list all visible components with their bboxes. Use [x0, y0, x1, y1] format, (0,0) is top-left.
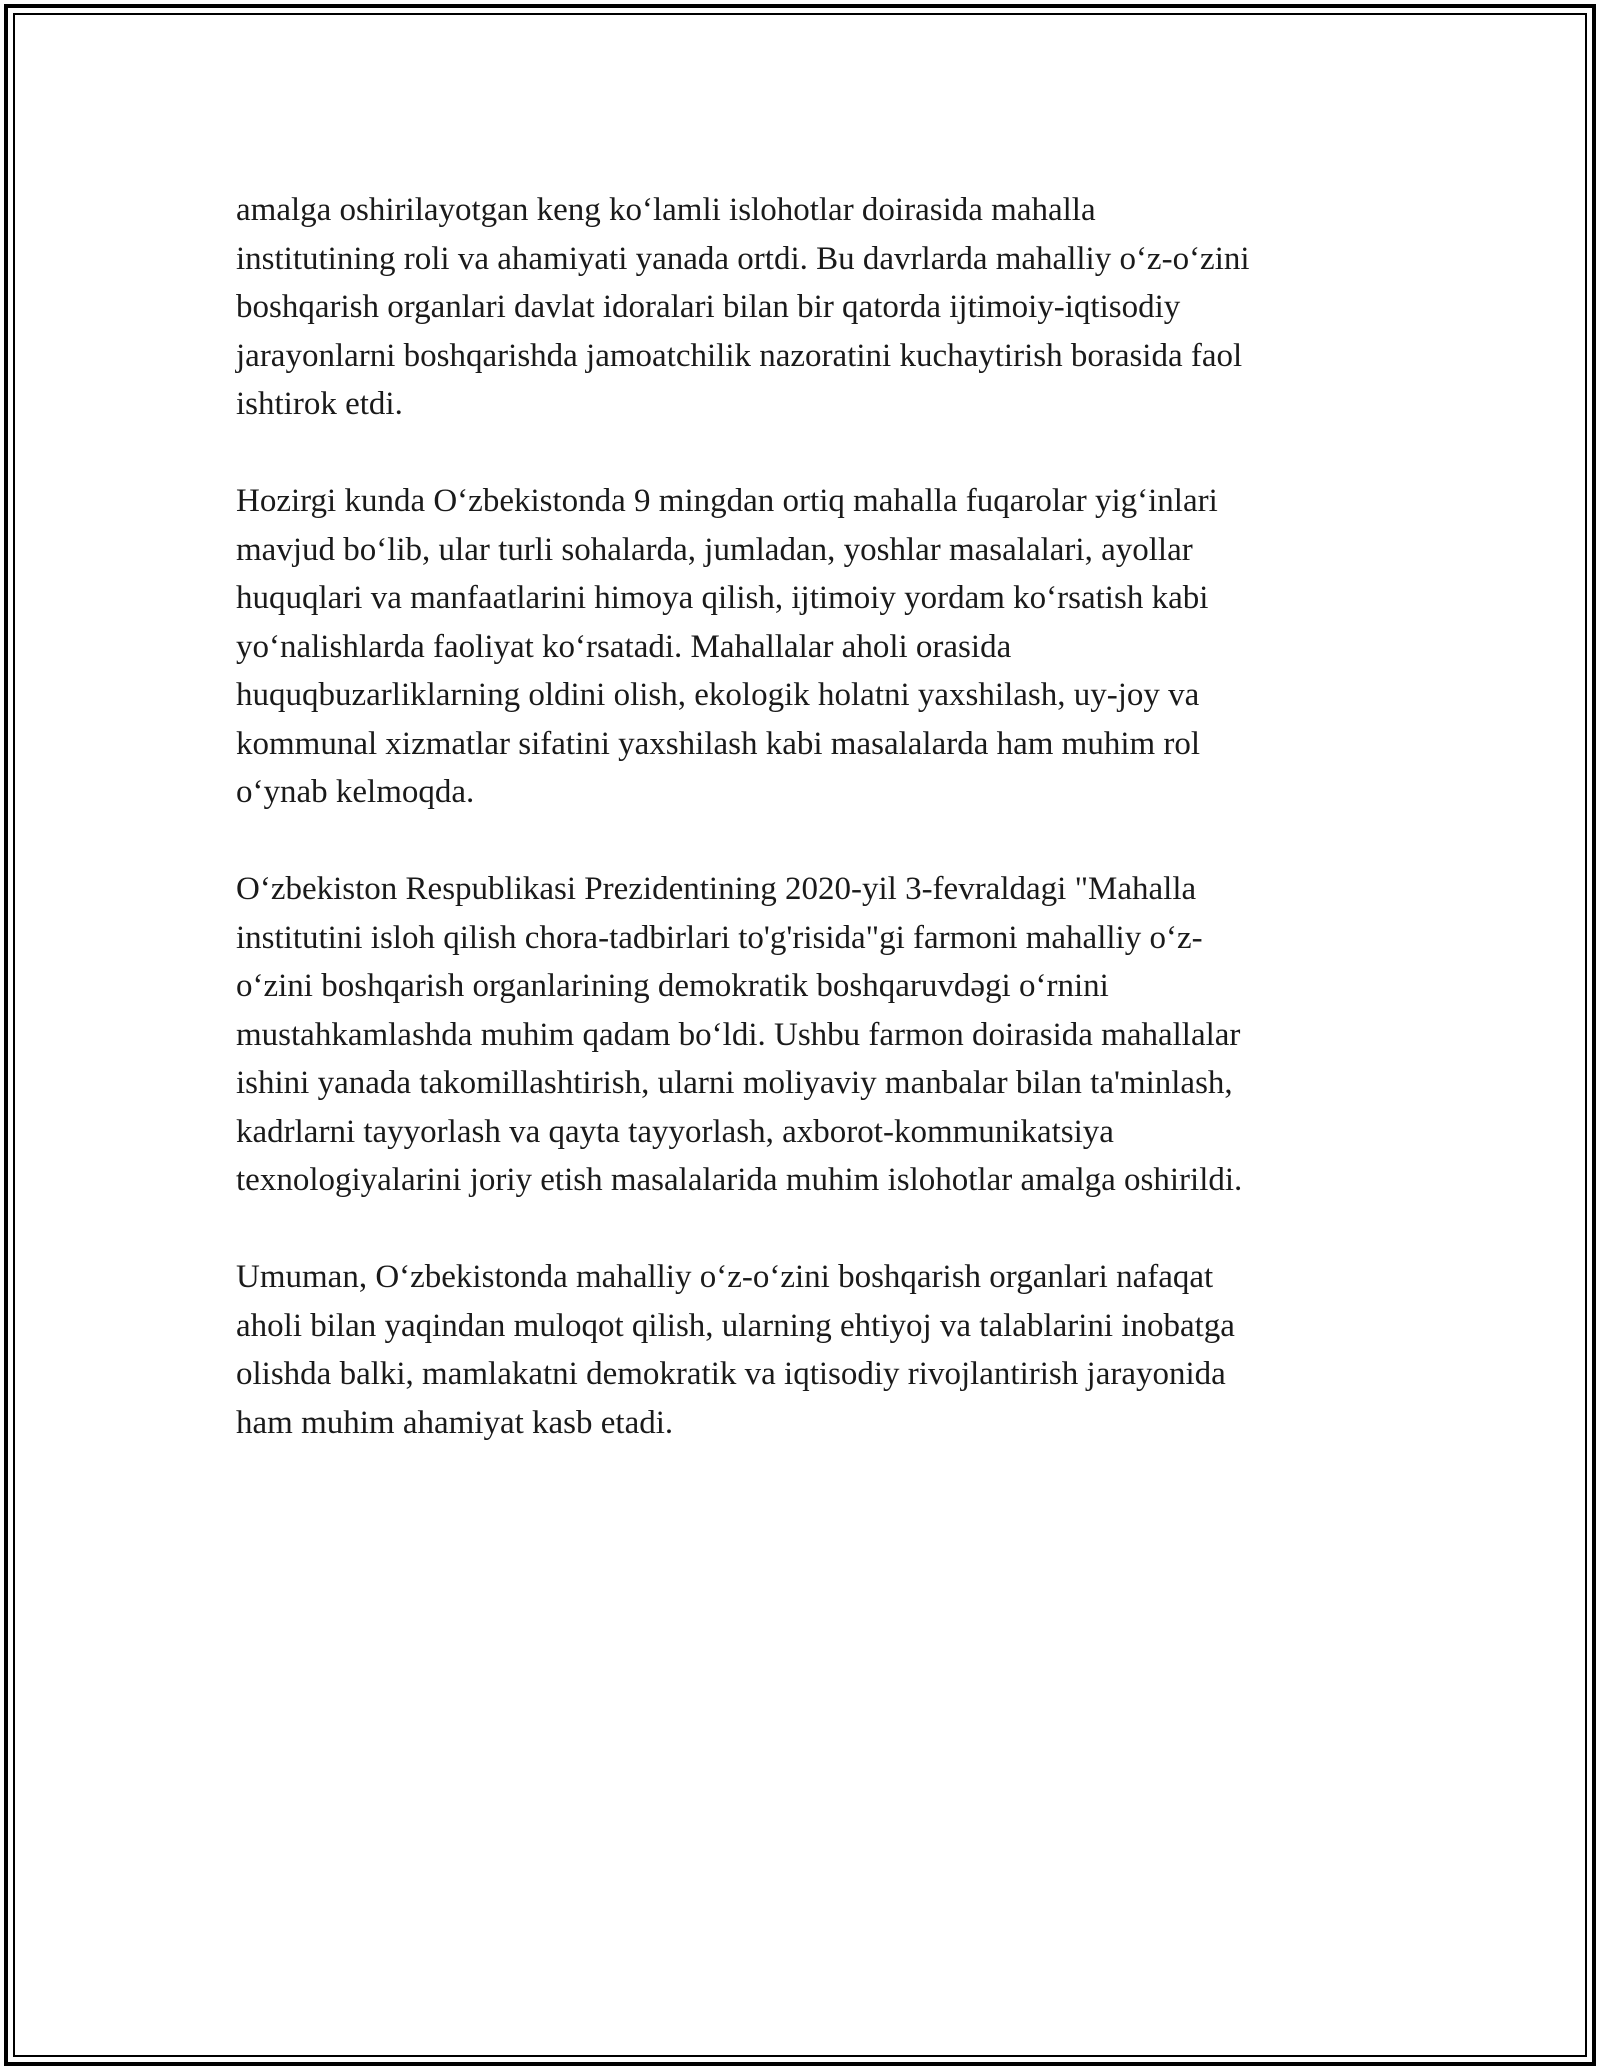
text-line: O‘zbekiston Respublikasi Prezidentining 2020-yil 3-fevraldagi "Mahalla — [236, 871, 1197, 907]
paragraph-4 — [236, 1253, 1386, 1447]
text-line: huquqbuzarliklarning oldini olish, ekologik holatni yaxshilash, uy-joy va — [236, 677, 1200, 713]
document-body — [236, 186, 1386, 1496]
text-line: o‘ynab kelmoqda. — [236, 774, 475, 810]
text-line: huquqlari va manfaatlarini himoya qilish, ijtimoiy yordam ko‘rsatish kabi — [236, 580, 1209, 616]
text-line: ishtirok etdi. — [236, 386, 403, 422]
text-line: o‘zini boshqarish organlarining demokratik boshqaruvdəgi o‘rnini — [236, 968, 1109, 1004]
paragraph-2 — [236, 477, 1386, 817]
text-line: olishda balki, mamlakatni demokratik va iqtisodiy rivojlantirish jarayonida — [236, 1356, 1226, 1392]
paragraph-3 — [236, 865, 1386, 1205]
text-line: texnologiyalarini joriy etish masalalarida muhim islohotlar amalga oshirildi. — [236, 1162, 1243, 1198]
text-line: ham muhim ahamiyat kasb etadi. — [236, 1404, 674, 1441]
text-line: boshqarish organlari davlat idoralari bilan bir qatorda ijtimoiy-iqtisodiy — [236, 289, 1181, 325]
text-line: jarayonlarni boshqarishda jamoatchilik nazoratini kuchaytirish borasida faol — [236, 337, 1243, 374]
text-line: Umuman, O‘zbekistonda mahalliy o‘z-o‘zini boshqarish organlari nafaqat — [236, 1259, 1214, 1295]
text-line: Hozirgi kunda O‘zbekistonda 9 mingdan ortiq mahalla fuqarolar yig‘inlari — [236, 483, 1218, 519]
text-line: yo‘nalishlarda faoliyat ko‘rsatadi. Mahallalar aholi orasida — [236, 628, 1012, 665]
text-line: amalga oshirilayotgan keng ko‘lamli islohotlar doirasida mahalla — [236, 192, 1096, 228]
text-line: institutini isloh qilish chora-tadbirlari to'g'risida"gi farmoni mahalliy o‘z- — [236, 919, 1203, 956]
paragraph-1 — [236, 186, 1386, 429]
text-line: aholi bilan yaqindan muloqot qilish, ularning ehtiyoj va talablarini inobatga — [236, 1307, 1235, 1344]
text-line: kadrlarni tayyorlash va qayta tayyorlash, axborot-kommunikatsiya — [236, 1113, 1114, 1150]
text-line: mavjud bo‘lib, ular turli sohalarda, jumladan, yoshlar masalalari, ayollar — [236, 531, 1193, 568]
text-line: kommunal xizmatlar sifatini yaxshilash kabi masalalarda ham muhim rol — [236, 725, 1201, 762]
text-line: institutining roli va ahamiyati yanada ortdi. Bu davrlarda mahalliy o‘z-o‘zini — [236, 240, 1250, 277]
text-line: ishini yanada takomillashtirish, ularni moliyaviy manbalar bilan ta'minlash, — [236, 1065, 1233, 1101]
text-line: mustahkamlashda muhim qadam bo‘ldi. Ushbu farmon doirasida mahallalar — [236, 1016, 1241, 1053]
